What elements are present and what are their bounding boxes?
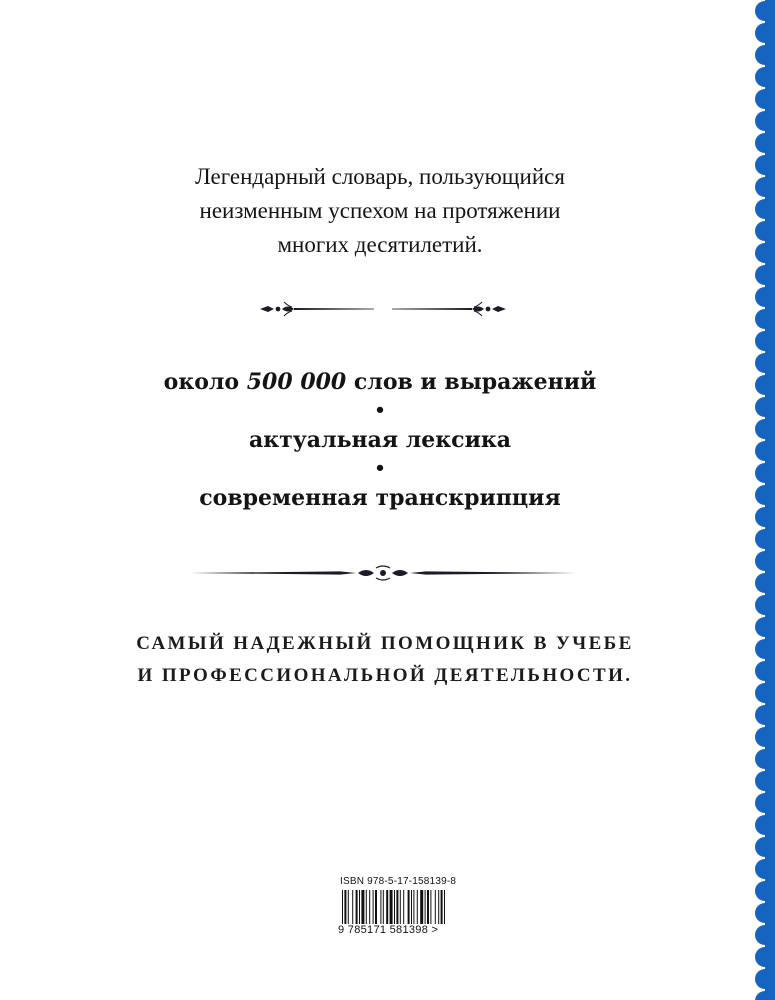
- feature-word-count: [0, 364, 760, 400]
- ornament-divider-top: [258, 298, 508, 320]
- slogan-line: САМЫЙ НАДЕЖНЫЙ ПОМОЩНИК В УЧЕБЕ: [136, 633, 634, 654]
- feature-transcription: современная транскрипция: [199, 485, 561, 511]
- ornament-divider-bottom: [190, 562, 576, 584]
- feature-word-count-prefix: около: [163, 369, 247, 395]
- intro-line: многих десятилетий.: [277, 232, 483, 257]
- feature-vocabulary: актуальная лексика: [248, 427, 512, 453]
- bullet-separator: •: [374, 400, 386, 421]
- intro-line: неизменным успехом на протяжении: [199, 198, 561, 223]
- bullet-separator: •: [374, 458, 386, 479]
- feature-word-count-suffix: слов и выражений: [346, 369, 597, 395]
- slogan-line: И ПРОФЕССИОНАЛЬНОЙ ДЕЯТЕЛЬНОСТИ.: [137, 665, 633, 686]
- slogan: [0, 628, 770, 692]
- isbn-label: ISBN 978-5-17-158139-8: [340, 876, 457, 887]
- intro-line: Легендарный словарь, пользующийся: [195, 164, 565, 189]
- barcode-bars: [342, 890, 492, 926]
- isbn-barcode: [338, 876, 500, 940]
- barcode-digits: 9 785171 581398 >: [338, 924, 439, 936]
- feature-list: [0, 364, 760, 516]
- feature-word-count-number: 500 000: [246, 369, 347, 395]
- intro-paragraph: [0, 160, 760, 262]
